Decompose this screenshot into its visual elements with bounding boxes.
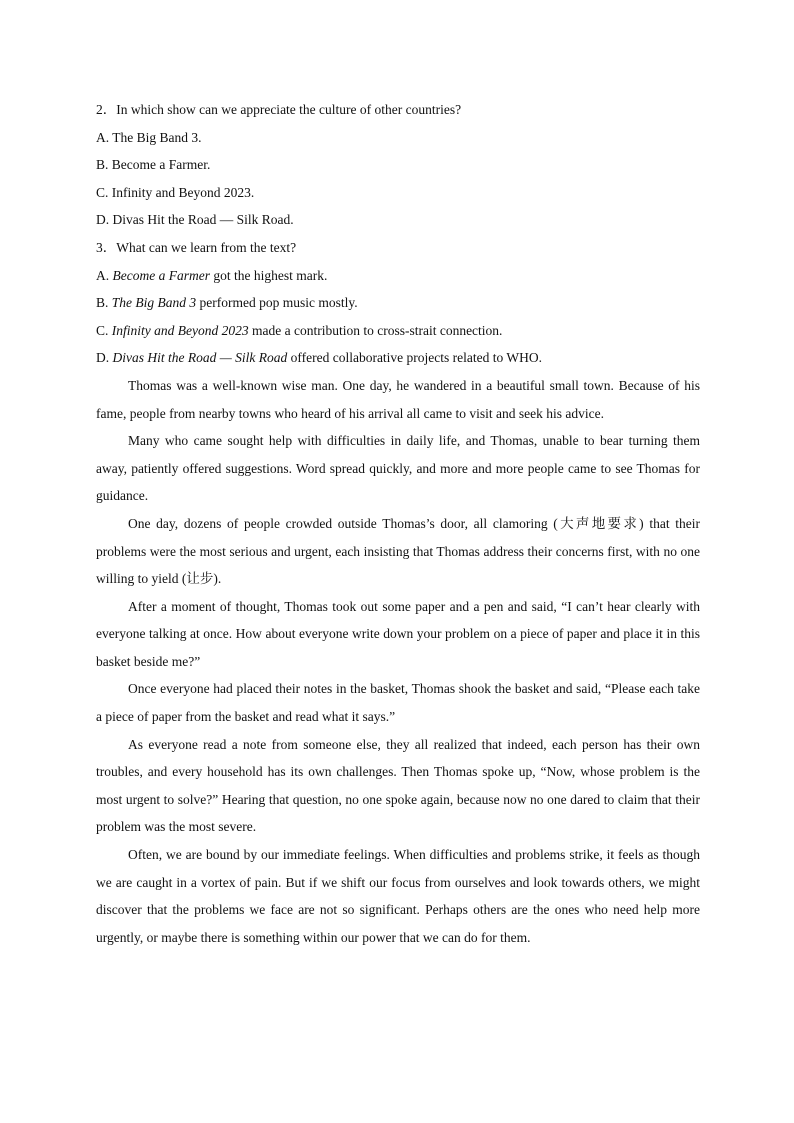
story-paragraph: One day, dozens of people crowded outside Thomas’s door, all clamoring (大声地要求) that their problems were the most serious and urgent, each insisting that Thomas address their concerns first, with no one willing to yield (让步).: [96, 515, 700, 587]
option-text: made a contribution to cross-strait connection.: [248, 322, 503, 338]
story-paragraph: As everyone read a note from someone else, they all realized that indeed, each person has their own troubles, and every household has its own challenges. Then Thomas spoke up, “Now, whose problem is the most urgent to solve?” Hearing that question, no one spoke again, because now no one dared to claim that their problem was the most severe.: [96, 736, 700, 835]
story-paragraph: Often, we are bound by our immediate feelings. When difficulties and problems strike, it feels as though we are caught in a vortex of pain. But if we shift our focus from ourselves and look towards others, we might discover that the problems we face are not so significant. Perhaps others are the ones who need help more urgently, or maybe there is something within our power that we can do for them.: [96, 847, 700, 945]
q3-option-b: [96, 289, 700, 317]
option-text: offered collaborative projects related to WHO.: [287, 350, 543, 366]
document-page: [96, 96, 700, 951]
story-paragraph: Once everyone had placed their notes in the basket, Thomas shook the basket and said, “Please each take a piece of paper from the basket and read what it says.”: [96, 681, 700, 725]
option-letter: B.: [96, 295, 112, 311]
q2-option-b: B. Become a Farmer.: [96, 157, 211, 173]
q3-option-a: [96, 262, 700, 290]
story-paragraph: Many who came sought help with difficulties in daily life, and Thomas, unable to bear turning them away, patiently offered suggestions. Word spread quickly, and more and more people came to see Thomas for guidance.: [96, 433, 700, 504]
show-title: Infinity and Beyond 2023: [111, 322, 249, 338]
q3-option-c: [96, 317, 700, 345]
question-3-stem: 3．What can we learn from the text?: [96, 239, 297, 255]
q3-option-d: [96, 344, 700, 372]
question-2-stem: 2．In which show can we appreciate the culture of other countries?: [96, 102, 462, 117]
show-title: Divas Hit the Road — Silk Road: [112, 350, 288, 366]
show-title: Become a Farmer: [112, 267, 210, 283]
story-paragraph: After a moment of thought, Thomas took out some paper and a pen and said, “I can’t hear clearly with everyone talking at once. How about everyone write down your problem on a piece of paper and place it in this basket beside me?”: [96, 598, 700, 669]
option-text: performed pop music mostly.: [196, 295, 358, 311]
q2-option-c: C. Infinity and Beyond 2023.: [96, 184, 255, 200]
q2-option-d: D. Divas Hit the Road — Silk Road.: [96, 212, 294, 228]
option-text: got the highest mark.: [209, 267, 328, 283]
show-title: The Big Band 3: [111, 295, 197, 311]
option-letter: D.: [96, 350, 113, 366]
option-letter: A.: [96, 267, 113, 283]
option-letter: C.: [96, 322, 112, 338]
story-paragraph: Thomas was a well-known wise man. One day, he wandered in a beautiful small town. Because of his fame, people from nearby towns who heard of his arrival all came to visit and seek his advice.: [96, 377, 700, 421]
q2-option-a: A. The Big Band 3.: [96, 129, 202, 145]
